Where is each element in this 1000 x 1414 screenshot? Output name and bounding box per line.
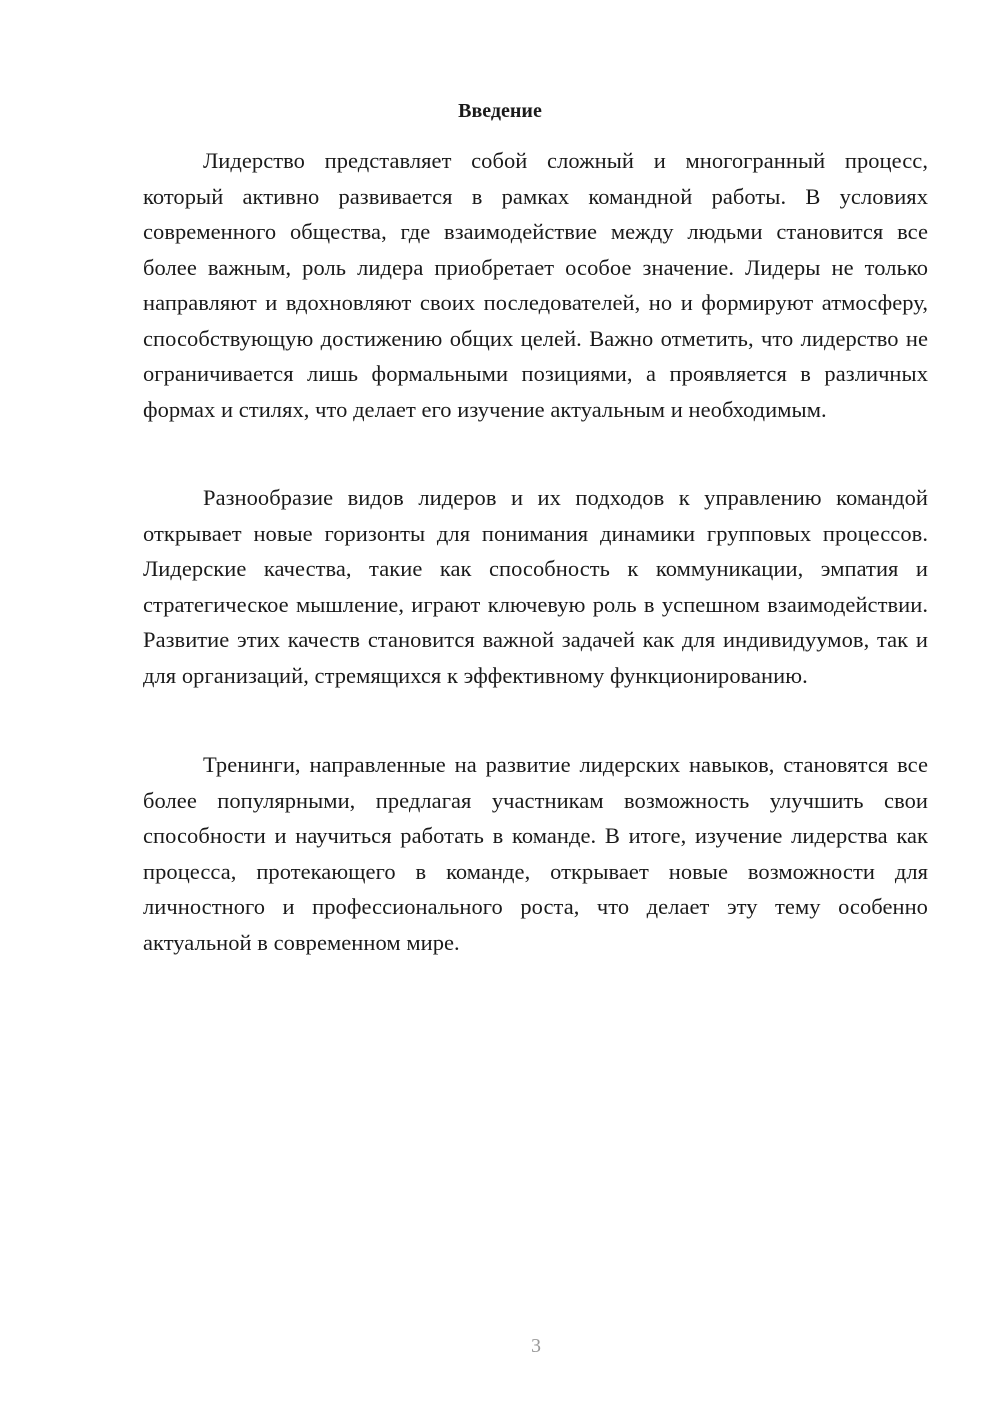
section-title: Введение [458, 100, 542, 122]
paragraph-1: Лидерство представляет собой сложный и многогранный процесс, который активно развивается в рамках командной работы. В условиях современного общества, где взаимодействие между людьми становится все более важным, роль лидера приобретает особое значение. Лидеры не только направляют и вдохновляют своих последователей, но и формируют атмосферу, способствующую достижению общих целей. Важно отметить, что лидерство не ограничивается лишь формальными позициями, а проявляется в различных формах и стилях, что делает его изучение актуальным и необходимым. [143, 148, 928, 422]
page-number: 3 [531, 1335, 541, 1357]
paragraph-2: Разнообразие видов лидеров и их подходов к управлению командой открывает новые горизонты для понимания динамики групповых процессов. Лидерские качества, такие как способность к коммуникации, эмпатия и стратегическое мышление, играют ключевую роль в успешном взаимодействии. Развитие этих качеств становится важной задачей как для индивидуумов, так и для организаций, стремящихся к эффективному функционированию. [143, 485, 928, 688]
paragraph-3: Тренинги, направленные на развитие лидерских навыков, становятся все более популярными, предлагая участникам возможность улучшить свои способности и научиться работать в команде. В итоге, изучение лидерства как процесса, протекающего в команде, открывает новые возможности для личностного и профессионального роста, что делает эту тему особенно актуальной в современном мире. [143, 752, 928, 955]
